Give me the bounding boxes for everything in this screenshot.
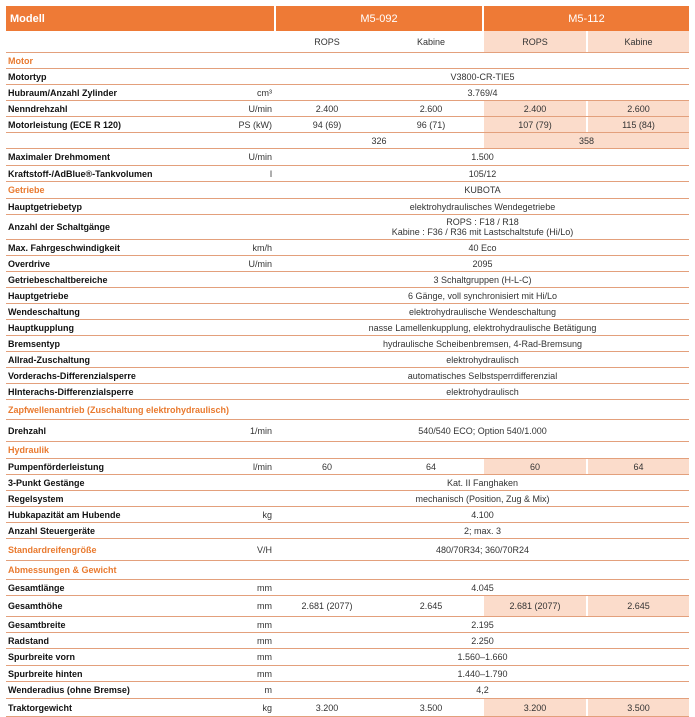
cell-value: 326 xyxy=(371,135,387,146)
table-row xyxy=(6,149,689,166)
row-unit: mm xyxy=(257,635,272,646)
row-label: Gesamtlänge xyxy=(8,582,65,593)
row-value-line: ROPS : F18 / R18 xyxy=(446,217,519,227)
row-label: Pumpenförderleistung xyxy=(8,461,105,472)
subheader-kabine-1: Kabine xyxy=(416,36,446,47)
row-unit: mm xyxy=(257,601,272,611)
model-label: Modell xyxy=(6,6,274,31)
cell-value: 2.400 xyxy=(484,101,586,116)
row-label: Maximaler Drehmoment xyxy=(8,152,111,162)
cell-value: 64 xyxy=(588,459,689,474)
section-title: Zapfwellenantrieb (Zuschaltung elektrohydraulisch) xyxy=(8,404,230,415)
cell-value: 60 xyxy=(484,459,586,474)
cell-value: 2.681 (2077) xyxy=(484,596,586,616)
section-title: Standardreifengröße xyxy=(8,544,97,555)
row-unit: V/H xyxy=(256,544,272,555)
cell-value: 2.400 xyxy=(315,103,339,114)
row-value: 3.769/4 xyxy=(467,87,498,98)
row-unit: U/min xyxy=(248,152,272,162)
row-label: Kraftstoff-/AdBlue®-Tankvolumen xyxy=(8,168,153,179)
table-row xyxy=(6,580,689,596)
row-label: Hauptkupplung xyxy=(8,322,74,333)
row-label: Gesamtbreite xyxy=(8,619,66,630)
row-label: Gesamthöhe xyxy=(8,601,63,611)
row-unit: cm³ xyxy=(257,87,272,98)
row-label: Hauptgetriebe xyxy=(8,290,69,301)
row-label: Regelsystem xyxy=(8,493,64,504)
row-value: 3 Schaltgruppen (H-L-C) xyxy=(433,274,532,285)
row-label: Anzahl Steuergeräte xyxy=(8,525,96,536)
row-label: Nenndrehzahl xyxy=(8,103,68,114)
row-label: Drehzahl xyxy=(8,425,47,436)
row-value: 2.195 xyxy=(471,619,494,630)
row-label: HInterachs-Differenzialsperre xyxy=(8,386,134,397)
section-getriebe xyxy=(6,182,689,199)
table-row xyxy=(6,682,689,699)
cell-value: 3.200 xyxy=(484,699,586,716)
row-value: 4.100 xyxy=(471,509,494,520)
row-value: elektrohydraulisch xyxy=(446,354,519,365)
row-value: hydraulische Scheibenbremsen, 4-Rad-Bremsung xyxy=(382,338,583,349)
cell-value: 2.600 xyxy=(588,101,689,116)
row-value: elektrohydraulisches Wendegetriebe xyxy=(409,201,556,212)
row-label: Hubkapazität am Hubende xyxy=(8,509,121,520)
row-unit: mm xyxy=(257,619,272,630)
cell-value: 64 xyxy=(425,461,436,472)
cell-value: 358 xyxy=(484,133,689,148)
row-value: elektrohydraulische Wendeschaltung xyxy=(409,306,556,317)
section-hydraulik xyxy=(6,442,689,459)
row-value: 2095 xyxy=(472,258,493,269)
table-row xyxy=(6,523,689,539)
row-unit: U/min xyxy=(248,103,272,114)
row-unit: l xyxy=(270,168,272,179)
subheader-rops-2: ROPS xyxy=(484,31,586,52)
cell-value: 94 (69) xyxy=(312,119,342,130)
table-row xyxy=(6,649,689,666)
table-row xyxy=(6,272,689,288)
table-row xyxy=(6,304,689,320)
row-label: Motortyp xyxy=(8,71,47,82)
table-row xyxy=(6,288,689,304)
section-title: Abmessungen & Gewicht xyxy=(8,565,117,575)
table-row xyxy=(6,199,689,215)
cell-value: 2.645 xyxy=(419,601,443,611)
table-row xyxy=(6,320,689,336)
row-value: 6 Gänge, voll synchronisiert mit Hi/Lo xyxy=(407,290,558,301)
subheader-kabine-2: Kabine xyxy=(588,31,689,52)
row-label: Hubraum/Anzahl Zylinder xyxy=(8,87,118,98)
row-label: Radstand xyxy=(8,635,50,646)
row-value: KUBOTA xyxy=(464,185,501,195)
model-m5-112: M5-112 xyxy=(484,6,689,31)
table-row xyxy=(6,85,689,101)
table-row xyxy=(6,256,689,272)
row-label: Allrad-Zuschaltung xyxy=(8,354,91,365)
row-label: 3-Punkt Gestänge xyxy=(8,477,85,488)
row-unit: U/min xyxy=(248,258,272,269)
table-row xyxy=(6,215,689,240)
table-row xyxy=(6,166,689,182)
table-row xyxy=(6,368,689,384)
table-row xyxy=(6,101,689,117)
row-value: 105/12 xyxy=(468,168,497,179)
row-label: Getriebeschaltbereiche xyxy=(8,274,108,285)
section-motor xyxy=(6,53,689,69)
cell-value: 107 (79) xyxy=(484,117,586,132)
row-unit: m xyxy=(264,685,272,695)
table-row xyxy=(6,240,689,256)
cell-value: 2.600 xyxy=(419,103,443,114)
row-value: 4.045 xyxy=(471,582,494,593)
row-value: 1.440–1.790 xyxy=(457,668,508,679)
table-row xyxy=(6,475,689,491)
row-label: Motorleistung (ECE R 120) xyxy=(8,119,122,130)
section-abmessungen xyxy=(6,561,689,580)
table-row xyxy=(6,352,689,368)
spec-table xyxy=(6,6,689,717)
row-unit: mm xyxy=(257,582,272,593)
row-value-line: Kabine : F36 / R36 mit Lastschaltstufe (Hi/Lo) xyxy=(391,227,574,237)
header-row xyxy=(6,6,689,31)
table-row xyxy=(6,384,689,400)
section-title: Hydraulik xyxy=(8,445,50,455)
row-label: Spurbreite hinten xyxy=(8,668,83,679)
cell-value: 3.500 xyxy=(419,702,443,713)
table-row xyxy=(6,133,689,149)
subheader-rops-1: ROPS xyxy=(314,36,340,47)
table-row xyxy=(6,507,689,523)
table-row xyxy=(6,491,689,507)
table-row xyxy=(6,596,689,617)
table-row xyxy=(6,336,689,352)
model-m5-092: M5-092 xyxy=(276,6,482,31)
row-value: V3800-CR-TIE5 xyxy=(450,71,515,82)
row-value: 2.250 xyxy=(471,635,494,646)
row-unit: l/min xyxy=(252,461,272,472)
row-label: Bremsentyp xyxy=(8,338,61,349)
row-value: 1.560–1.660 xyxy=(457,652,508,662)
table-row xyxy=(6,459,689,475)
row-unit: km/h xyxy=(252,242,272,253)
table-row xyxy=(6,117,689,133)
row-label: Wenderadius (ohne Bremse) xyxy=(8,685,130,695)
row-label: Vorderachs-Differenzialsperre xyxy=(8,370,136,381)
row-unit: 1/min xyxy=(249,425,272,436)
row-value: 1.500 xyxy=(471,152,494,162)
row-value: 2; max. 3 xyxy=(463,525,501,536)
table-row xyxy=(6,69,689,85)
row-value: Kat. II Fanghaken xyxy=(446,477,519,488)
cell-value: 115 (84) xyxy=(588,117,689,132)
section-reifen xyxy=(6,539,689,561)
row-label: Traktorgewicht xyxy=(8,702,73,713)
row-unit: PS (kW) xyxy=(238,119,272,130)
table-row xyxy=(6,617,689,633)
table-row xyxy=(6,666,689,682)
row-label: Max. Fahrgeschwindigkeit xyxy=(8,242,121,253)
row-value: 4,2 xyxy=(476,685,489,695)
row-value: 540/540 ECO; Option 540/1.000 xyxy=(418,425,547,436)
cell-value: 60 xyxy=(321,461,332,472)
row-value: mechanisch (Position, Zug & Mix) xyxy=(415,493,550,504)
row-label: Spurbreite vorn xyxy=(8,652,76,662)
row-label: Hauptgetriebetyp xyxy=(8,201,83,212)
row-value: 40 Eco xyxy=(468,242,497,253)
row-unit: mm xyxy=(257,652,272,662)
row-value: automatisches Selbstsperrdifferenzial xyxy=(407,370,558,381)
row-unit: kg xyxy=(262,702,272,713)
cell-value: 96 (71) xyxy=(416,119,446,130)
cell-value: 2.681 (2077) xyxy=(301,601,353,611)
cell-value: 3.200 xyxy=(315,702,339,713)
row-label: Overdrive xyxy=(8,258,51,269)
row-label: Anzahl der Schaltgänge xyxy=(8,222,111,232)
section-zapfwelle xyxy=(6,400,689,420)
cell-value: 3.500 xyxy=(588,699,689,716)
row-unit: kg xyxy=(262,509,272,520)
subheader-row xyxy=(6,31,689,53)
table-row xyxy=(6,633,689,649)
row-value: elektrohydraulisch xyxy=(446,386,519,397)
row-value: nasse Lamellenkupplung, elektrohydraulische Betätigung xyxy=(368,322,597,333)
cell-value: 2.645 xyxy=(588,596,689,616)
row-label: Wendeschaltung xyxy=(8,306,80,317)
section-title: Getriebe xyxy=(8,185,45,195)
section-title: Motor xyxy=(8,55,33,66)
row-value: 480/70R34; 360/70R24 xyxy=(435,544,530,555)
table-row xyxy=(6,420,689,442)
row-unit: mm xyxy=(257,668,272,679)
row-value xyxy=(276,215,689,239)
